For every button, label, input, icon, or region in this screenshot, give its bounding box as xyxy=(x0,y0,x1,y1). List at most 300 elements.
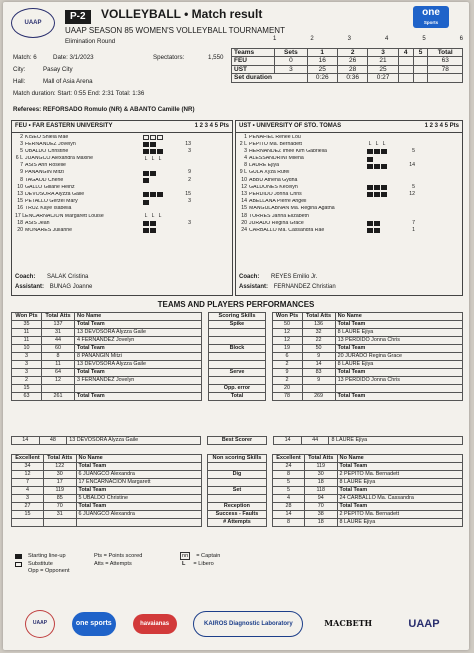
player-row xyxy=(15,177,229,184)
broadcaster-name: one xyxy=(422,7,440,18)
player-name: 3 FERNANDEZ Jovelyn xyxy=(75,377,202,385)
ns-header: Total Atts xyxy=(43,455,76,463)
player-name: 2 PEPITO Ma. Bernadett xyxy=(337,511,462,519)
ust-team-name: UST • UNIVERSITY OF STO. TOMAS xyxy=(239,123,342,129)
feu-coach-name: SALAK Cristina xyxy=(47,274,89,280)
feu-coach-label: Coach: xyxy=(15,274,36,280)
feu-coach-line xyxy=(15,274,88,281)
player-name: PEPITO Ma. Bernadett xyxy=(249,141,302,147)
sets-cell: 26 xyxy=(337,57,367,65)
starting-square-icon xyxy=(15,554,22,559)
starting-square-icon xyxy=(143,178,149,183)
player-row xyxy=(239,206,459,213)
player-row xyxy=(239,184,459,191)
uaap-wordmark-logo: UAAP xyxy=(408,617,440,630)
skill-label: Total xyxy=(208,393,265,401)
player-name: DEVOSORA Alyzza Gaile xyxy=(25,192,85,197)
player-name: ABELLANA Pierre Angeli xyxy=(249,199,307,205)
stat-value: 11 xyxy=(41,361,74,369)
starting-square-icon xyxy=(150,228,156,233)
substitute-square-icon xyxy=(150,135,156,140)
player-number: 17 L xyxy=(15,212,26,219)
sets-header-row xyxy=(232,49,463,57)
feu-columns: 1 2 3 4 5 Pts xyxy=(194,123,229,129)
stat-value: 3 xyxy=(12,495,44,503)
best-scorer-row xyxy=(12,437,463,445)
table-row xyxy=(12,353,463,361)
stat-value: 119 xyxy=(304,463,337,471)
perf-gap xyxy=(202,345,209,353)
player-name: Total Team xyxy=(75,345,202,353)
player-row xyxy=(239,177,459,184)
set-duration xyxy=(398,74,413,82)
player-name: 8 PANANGIN Mitzi xyxy=(75,353,202,361)
player-number: 2 xyxy=(20,133,23,140)
feu-assistant-name: BUNAG Joanne xyxy=(49,284,93,290)
nonscoring-header-row xyxy=(12,455,463,463)
legend xyxy=(15,552,220,576)
ns-header: No Name xyxy=(337,455,462,463)
player-number: 12 xyxy=(241,183,247,190)
libero-mark-icon: L xyxy=(158,213,162,220)
starting-square-icon xyxy=(374,164,380,169)
hall-label: Hall: xyxy=(13,78,26,85)
skill-label: Opp. error xyxy=(208,385,265,393)
player-row xyxy=(239,220,459,227)
stat-value: 35 xyxy=(12,321,42,329)
legend-row-3 xyxy=(15,568,220,576)
city-value: Pasay City xyxy=(43,66,73,73)
legend-row-2 xyxy=(15,560,220,568)
colnum: 1 xyxy=(273,36,277,42)
sets-cell xyxy=(398,57,413,65)
player-number: 9 L xyxy=(239,169,247,176)
set-participation xyxy=(367,157,401,162)
stat-value: 19 xyxy=(272,345,302,353)
sets-header: Total xyxy=(428,49,463,57)
player-name: PENAFIEL Renee Lou xyxy=(249,134,301,140)
set-duration xyxy=(428,74,463,82)
player-number: 18 xyxy=(17,219,23,226)
player-number: 16 xyxy=(17,205,23,212)
legend-captain-box: nn xyxy=(182,552,189,559)
perf-gap xyxy=(202,353,209,361)
perf-gap xyxy=(266,313,273,321)
set-duration xyxy=(413,74,428,82)
stat-value: 9 xyxy=(272,369,302,377)
set-participation xyxy=(143,171,177,176)
match-date: Date: 3/1/2023 xyxy=(53,54,94,61)
player-name: GALDONES Kecelyn xyxy=(249,184,298,190)
sheet-title: VOLLEYBALL • Match result xyxy=(101,7,263,21)
stat-value xyxy=(43,519,76,527)
player-points: 3 xyxy=(188,147,191,154)
set-participation xyxy=(367,221,401,226)
feu-roster xyxy=(11,120,233,296)
sets-table xyxy=(231,48,463,83)
player-name: ABBU Athena Gydha xyxy=(249,177,298,183)
starting-square-icon xyxy=(381,192,387,197)
skill-label: Reception xyxy=(208,503,266,511)
sets-cell: 21 xyxy=(368,57,398,65)
player-points: 5 xyxy=(412,183,415,190)
havaianas-logo: havaianas xyxy=(133,614,177,634)
stat-value: 11 xyxy=(12,329,42,337)
player-name: 8 LAURE Ejiya xyxy=(337,519,462,527)
sets-header: 3 xyxy=(368,49,398,57)
legend-row-1 xyxy=(15,552,220,560)
sets-duration-row xyxy=(232,74,463,82)
perf-gap xyxy=(266,361,273,369)
starting-square-icon xyxy=(374,192,380,197)
sets-cell xyxy=(413,65,428,73)
stat-value: 137 xyxy=(41,321,74,329)
player-name: TORRES Janna Elizabeth xyxy=(249,213,309,219)
substitute-square-icon xyxy=(15,562,22,567)
table-row xyxy=(12,385,463,393)
starting-square-icon xyxy=(374,221,380,226)
set-participation xyxy=(367,142,401,147)
player-number: 10 xyxy=(17,183,23,190)
libero-mark-icon: L xyxy=(368,141,372,148)
starting-square-icon xyxy=(367,157,373,162)
stat-value: 27 xyxy=(12,503,44,511)
player-number: 1 xyxy=(244,133,247,140)
ust-assistant-name: FERNANDEZ Christian xyxy=(273,284,336,290)
sets-cell: FEU xyxy=(232,57,275,65)
ust-player-list xyxy=(236,133,462,236)
libero-mark-icon: L xyxy=(151,213,155,220)
perf-header: No Name xyxy=(335,313,462,321)
player-number: 24 xyxy=(241,226,247,233)
stat-value: 122 xyxy=(43,463,76,471)
set-participation xyxy=(143,192,177,197)
table-row xyxy=(12,471,463,479)
starting-square-icon xyxy=(143,149,149,154)
perf-gap xyxy=(266,385,273,393)
starting-square-icon xyxy=(374,228,380,233)
table-row xyxy=(12,369,463,377)
player-name: Total Team xyxy=(75,393,202,401)
libero-mark-icon: L xyxy=(382,141,386,148)
player-points: 3 xyxy=(188,219,191,226)
player-name: ASIS Jean xyxy=(25,220,50,226)
starting-square-icon xyxy=(374,185,380,190)
perf-gap xyxy=(202,377,209,385)
skill-label xyxy=(208,377,265,385)
stat-value: 261 xyxy=(41,393,74,401)
player-name: 17 ENCARNACION Margarett xyxy=(76,479,201,487)
starting-square-icon xyxy=(367,149,373,154)
stat-value: 30 xyxy=(304,471,337,479)
stat-value: 8 xyxy=(41,353,74,361)
player-number: 20 xyxy=(17,226,23,233)
stat-value: 60 xyxy=(41,345,74,353)
best-left-pts: 14 xyxy=(12,437,40,445)
sets-cell: 25 xyxy=(368,65,398,73)
perf-gap xyxy=(266,321,273,329)
player-number: 10 xyxy=(241,176,247,183)
perf-gap xyxy=(202,393,209,401)
perf-header: No Name xyxy=(75,313,202,321)
ust-coach-label: Coach: xyxy=(239,274,260,280)
colnum: 6 xyxy=(459,36,463,42)
player-points: 1 xyxy=(412,226,415,233)
starting-square-icon xyxy=(367,192,373,197)
stat-value: 50 xyxy=(302,345,335,353)
player-name xyxy=(76,519,201,527)
player-points: 2 xyxy=(188,176,191,183)
scoring-header-row xyxy=(12,313,463,321)
player-row xyxy=(239,141,459,148)
player-number: 8 xyxy=(20,176,23,183)
uaap-logo-text: UAAP xyxy=(24,19,42,26)
player-number: 18 xyxy=(241,212,247,219)
match-number: Match: 6 xyxy=(13,54,37,61)
table-row xyxy=(12,503,463,511)
macbeth-logo: MACBETH xyxy=(324,618,373,629)
sets-cell: 63 xyxy=(428,57,463,65)
stat-value: 17 xyxy=(43,479,76,487)
libero-mark-icon: L xyxy=(144,213,148,220)
player-name: 2 PEPITO Ma. Bernadett xyxy=(337,471,462,479)
player-name xyxy=(335,385,462,393)
colnum: 3 xyxy=(347,36,351,42)
perf-gap xyxy=(266,393,273,401)
set-participation xyxy=(367,185,401,190)
ust-assistant-line xyxy=(239,284,336,291)
round-name: Elimination Round xyxy=(65,38,116,45)
perf-gap xyxy=(266,369,273,377)
player-name: 4 FERNANDEZ Jovelyn xyxy=(75,337,202,345)
kairos-logo: KAIROS Diagnostic Laboratory xyxy=(193,611,303,637)
player-number: 3 xyxy=(244,147,247,154)
stat-value: 94 xyxy=(304,495,337,503)
stat-value: 3 xyxy=(12,353,42,361)
starting-square-icon xyxy=(157,149,163,154)
stat-value: 15 xyxy=(12,385,42,393)
set-participation xyxy=(143,228,177,233)
player-row xyxy=(239,213,459,220)
player-number: 7 xyxy=(20,162,23,169)
performances-title: TEAMS AND PLAYERS PERFORMANCES xyxy=(157,300,315,309)
player-row xyxy=(15,134,229,141)
colnum: 2 xyxy=(310,36,314,42)
scoring-table xyxy=(11,312,463,401)
table-row xyxy=(12,377,463,385)
perf-gap xyxy=(202,313,209,321)
legend-substitute: Substitute xyxy=(28,560,53,567)
sets-header: Teams xyxy=(232,49,275,57)
perf-header: Total Atts xyxy=(41,313,74,321)
feu-player-list xyxy=(12,133,232,236)
sets-cell: 25 xyxy=(307,65,337,73)
player-name: 24 CARBALLO Ma. Cassandra xyxy=(337,495,462,503)
table-row xyxy=(12,337,463,345)
set-column-numbers xyxy=(273,36,463,43)
ns-header: Non scoring Skills xyxy=(208,455,266,463)
best-left-atts: 48 xyxy=(39,437,67,445)
player-name: Total Team xyxy=(335,369,462,377)
sets-header: 5 xyxy=(413,49,428,57)
player-number: 4 xyxy=(244,155,247,162)
stat-value: 50 xyxy=(272,321,302,329)
stat-value: 8 xyxy=(273,471,305,479)
set-duration-label: Set duration xyxy=(232,74,308,82)
player-name: Total Team xyxy=(335,321,462,329)
stat-value: 30 xyxy=(43,471,76,479)
feu-assistant-line xyxy=(15,284,92,291)
player-name: 6 JUANGCO Alexandra xyxy=(76,511,201,519)
stat-value: 8 xyxy=(273,519,305,527)
player-name: Total Team xyxy=(337,503,462,511)
set-duration: 0:27 xyxy=(368,74,398,82)
starting-square-icon xyxy=(143,228,149,233)
player-name: HERNANDEZ Imee Kim Gabriella xyxy=(249,148,327,154)
stat-value xyxy=(12,519,44,527)
player-row xyxy=(15,191,229,198)
set-participation xyxy=(143,149,177,154)
sets-cell: 28 xyxy=(337,65,367,73)
legend-libero-box: L xyxy=(182,560,186,567)
ust-coach-line xyxy=(239,274,317,281)
player-name: ASIS Ann Roselle xyxy=(25,163,66,169)
player-row xyxy=(15,213,229,220)
player-row xyxy=(239,227,459,234)
player-name: 13 DEVOSORA Alyzza Gaile xyxy=(75,329,202,337)
player-name: 13 DEVOSORA Alyzza Gaile xyxy=(75,361,202,369)
legend-starting: Starting line-up xyxy=(28,552,66,559)
ns-header: Excellent xyxy=(273,455,305,463)
player-points: 9 xyxy=(188,169,191,176)
stat-value: 12 xyxy=(272,337,302,345)
onesports-logo: one sports xyxy=(72,612,116,636)
perf-gap xyxy=(202,361,209,369)
best-right-atts: 44 xyxy=(301,437,329,445)
perf-gap xyxy=(202,385,209,393)
player-points: 13 xyxy=(185,140,191,147)
stat-value: 3 xyxy=(12,369,42,377)
player-row xyxy=(15,184,229,191)
set-participation xyxy=(143,214,177,219)
table-row xyxy=(12,345,463,353)
player-name: GULA Xyza Rufel xyxy=(249,170,290,176)
player-name: 8 LAURE Ejiya xyxy=(335,361,462,369)
perf-gap xyxy=(202,369,209,377)
stat-value: 14 xyxy=(273,511,305,519)
legend-pts: Pts = Points scored xyxy=(94,552,143,559)
ns-header: No Name xyxy=(76,455,201,463)
starting-square-icon xyxy=(367,164,373,169)
sets-cell: 16 xyxy=(307,57,337,65)
player-number: 13 xyxy=(17,191,23,197)
player-name: TRUZ Kaye Isabella xyxy=(25,206,72,212)
starting-square-icon xyxy=(150,149,156,154)
skill-label xyxy=(208,495,266,503)
skill-label: Dig xyxy=(208,471,266,479)
stat-value: 70 xyxy=(304,503,337,511)
player-name: ALESSANDRINI Milena xyxy=(249,156,304,162)
player-number: 9 xyxy=(20,169,23,176)
player-number: 15 xyxy=(17,198,23,205)
table-row xyxy=(12,511,463,519)
stat-value: 83 xyxy=(302,369,335,377)
perf-gap xyxy=(266,329,273,337)
stat-value: 136 xyxy=(302,321,335,329)
stat-value: 78 xyxy=(272,393,302,401)
player-number: 2 L xyxy=(239,140,247,147)
player-name: UBALDO Christine xyxy=(25,148,69,154)
sets-cell xyxy=(398,65,413,73)
colnum: 4 xyxy=(384,36,389,42)
player-name: Total Team xyxy=(337,487,462,495)
perf-gap xyxy=(266,377,273,385)
skill-label xyxy=(208,479,266,487)
stat-value: 9 xyxy=(302,353,335,361)
sets-header: 1 xyxy=(307,49,337,57)
player-row xyxy=(15,155,229,162)
stat-value: 2 xyxy=(12,377,42,385)
starting-square-icon xyxy=(367,185,373,190)
referees: Referees: REFORSADO Romulo (NR) & ABANTO Camille (NR) xyxy=(13,106,195,113)
libero-mark-icon: L xyxy=(151,155,155,162)
city-label: City: xyxy=(13,66,26,73)
starting-square-icon xyxy=(381,164,387,169)
stat-value: 64 xyxy=(41,369,74,377)
starting-square-icon xyxy=(150,142,156,147)
player-name: FERNANDEZ Jovelyn xyxy=(25,141,76,147)
legend-atts: Atts = Attempts xyxy=(94,560,132,567)
stat-value: 31 xyxy=(43,511,76,519)
perf-header: Won Pts xyxy=(272,313,302,321)
set-participation xyxy=(367,228,401,233)
perf-gap xyxy=(202,329,209,337)
stat-value: 24 xyxy=(273,463,305,471)
player-number: 14 xyxy=(241,198,247,205)
sets-row-feu xyxy=(232,57,463,65)
skill-label: Block xyxy=(208,345,265,353)
stat-value: 34 xyxy=(12,463,44,471)
skill-label xyxy=(208,329,265,337)
stat-value: 12 xyxy=(12,471,44,479)
player-points: 7 xyxy=(412,219,415,226)
sets-cell: 78 xyxy=(428,65,463,73)
substitute-square-icon xyxy=(157,135,163,140)
player-name: TAGAOD Cherie xyxy=(25,177,64,183)
stat-value: 14 xyxy=(302,361,335,369)
table-row xyxy=(12,487,463,495)
table-row xyxy=(12,519,463,527)
player-name: KISEO Shiela Mae xyxy=(25,134,69,140)
skill-label: Serve xyxy=(208,369,265,377)
player-row xyxy=(15,141,229,148)
ust-roster xyxy=(235,120,463,296)
stat-value: 5 xyxy=(273,479,305,487)
player-number: 8 xyxy=(244,162,247,169)
sets-cell: UST xyxy=(232,65,275,73)
table-row xyxy=(12,495,463,503)
stat-value: 12 xyxy=(272,329,302,337)
player-number: 5 xyxy=(20,147,23,154)
stat-value: 32 xyxy=(302,329,335,337)
skill-label: Set xyxy=(208,487,266,495)
feu-team-name: FEU • FAR EASTERN UNIVERSITY xyxy=(15,123,113,129)
table-row xyxy=(12,329,463,337)
perf-gap xyxy=(266,353,273,361)
feu-roster-header xyxy=(12,121,232,133)
player-name: 20 JURADO Regina Grace xyxy=(335,353,462,361)
player-row xyxy=(239,155,459,162)
